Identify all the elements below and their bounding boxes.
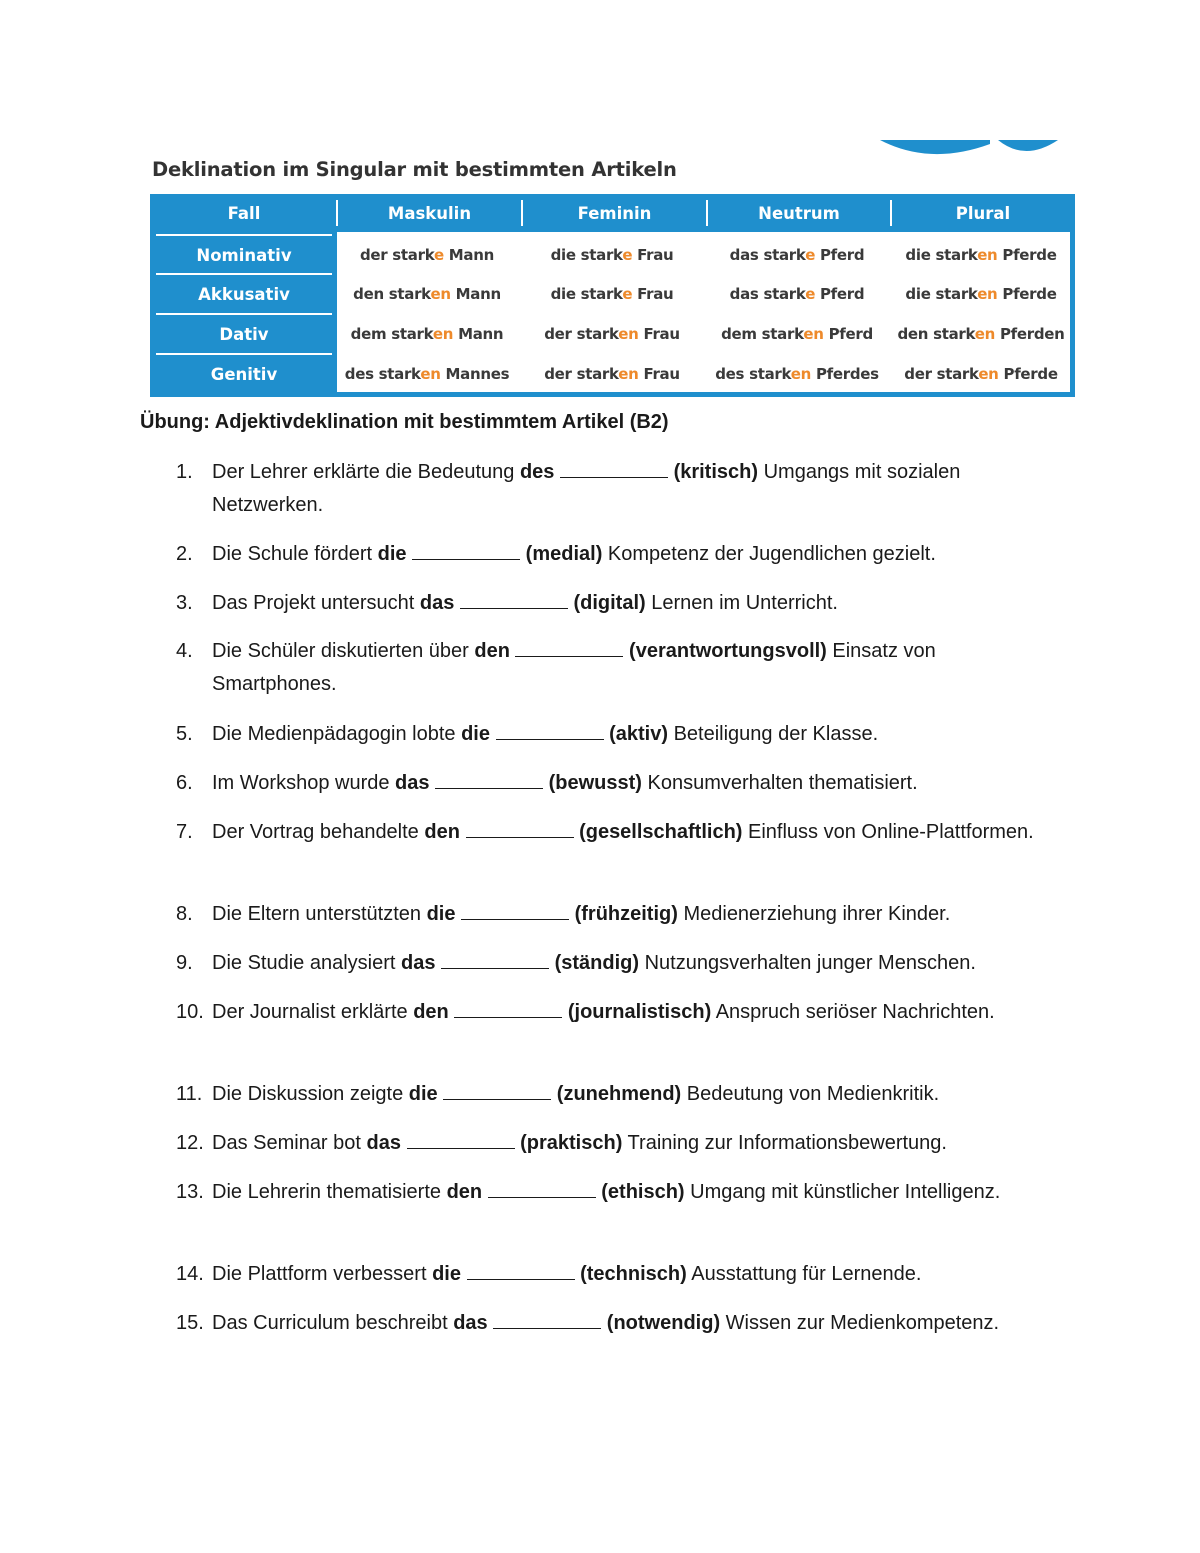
cell-noun: Pferde (997, 246, 1057, 264)
cell-stem: die stark (550, 246, 623, 264)
declension-cell (335, 314, 519, 354)
declension-cell (889, 354, 1073, 394)
answer-blank[interactable] (496, 719, 604, 740)
cell-noun: Pferd (815, 246, 865, 264)
adjective-ending: en (977, 285, 998, 303)
cell-noun: Mannes (440, 365, 510, 383)
item-number: 6. (176, 772, 193, 794)
sentence-end: Anspruch seriöser Nachrichten. (711, 1001, 995, 1023)
adjective-hint: (gesellschaftlich) (579, 821, 743, 843)
adjective-hint: (ethisch) (601, 1181, 685, 1203)
cell-stem: dem stark (350, 325, 433, 343)
answer-blank[interactable] (466, 817, 574, 838)
cell-stem: der stark (904, 365, 979, 383)
item-text (212, 898, 1052, 931)
adjective-hint: (verantwortungsvoll) (629, 640, 827, 662)
adjective-ending: en (977, 246, 998, 264)
column-header-4: Plural (955, 204, 1011, 223)
item-text (212, 1258, 1052, 1291)
cell-stem: der stark (359, 246, 434, 264)
item-text (212, 635, 1200, 701)
item-text (212, 1127, 1052, 1160)
header-separator (706, 200, 708, 226)
adjective-ending: e (622, 285, 633, 303)
adjective-hint: (bewusst) (548, 772, 642, 794)
declension-cell (520, 354, 704, 394)
given-article: das (419, 592, 455, 614)
cell-noun: Mann (453, 325, 504, 343)
declension-cell (335, 235, 519, 275)
item-text (212, 816, 1200, 849)
column-header-1: Maskulin (387, 204, 472, 223)
sentence-end: Lernen im Unterricht. (645, 592, 838, 614)
cell-stem: das stark (729, 246, 806, 264)
adjective-ending: e (622, 246, 633, 264)
answer-blank[interactable] (467, 1259, 575, 1280)
cell-stem: das stark (729, 285, 806, 303)
declension-table (150, 194, 1075, 397)
given-article: des (519, 461, 555, 483)
given-article: den (474, 640, 510, 662)
cell-stem: die stark (905, 285, 978, 303)
item-text (212, 718, 1052, 751)
sentence-end: Nutzungsverhalten junger Menschen. (639, 952, 976, 974)
given-article: die (426, 903, 456, 925)
sentence-start: Die Studie analysiert (212, 952, 401, 974)
answer-blank[interactable] (412, 539, 520, 560)
adjective-ending: en (432, 325, 454, 343)
item-number: 7. (176, 821, 193, 843)
column-header-3: Neutrum (758, 204, 840, 223)
sentence-start: Die Medienpädagogin lobte (212, 723, 462, 745)
item-number: 2. (176, 543, 193, 565)
case-separator (156, 353, 332, 355)
given-article: die (377, 543, 407, 565)
header-separator (336, 200, 338, 226)
answer-blank[interactable] (407, 1128, 515, 1149)
item-number: 4. (176, 640, 193, 662)
sentence-end: Kompetenz der Jugendlichen gezielt. (602, 543, 936, 565)
case-separator (156, 234, 332, 236)
item-text (212, 767, 1052, 800)
sentence-start: Die Diskussion zeigte (212, 1083, 409, 1105)
header-separator (521, 200, 523, 226)
answer-blank[interactable] (488, 1177, 596, 1198)
sentence-start: Im Workshop wurde (212, 772, 396, 794)
given-article: die (461, 723, 490, 745)
cell-noun: Frau (632, 246, 674, 264)
answer-blank[interactable] (560, 457, 668, 478)
given-article: das (400, 952, 436, 974)
declension-cell (335, 354, 519, 394)
cell-noun: Pferdes (811, 365, 879, 383)
item-text (212, 1176, 1200, 1209)
adjective-ending: en (618, 365, 639, 383)
declension-cell (705, 274, 889, 314)
answer-blank[interactable] (435, 768, 543, 789)
given-article: das (395, 772, 430, 794)
case-label-akkusativ: Akkusativ (198, 285, 290, 304)
sentence-end: Einsatz von Smartphones. (212, 640, 936, 695)
cell-stem: des stark (715, 365, 791, 383)
answer-blank[interactable] (441, 948, 549, 969)
adjective-hint: (notwendig) (606, 1312, 721, 1334)
adjective-ending: en (430, 285, 451, 303)
sentence-start: Der Lehrer erklärte die Bedeutung (212, 461, 520, 483)
answer-blank[interactable] (460, 588, 568, 609)
sentence-start: Das Seminar bot (212, 1132, 367, 1154)
sentence-end: Einfluss von Online-Plattformen. (742, 821, 1034, 843)
cell-noun: Pferden (995, 325, 1065, 343)
answer-blank[interactable] (515, 636, 623, 657)
adjective-ending: en (790, 365, 812, 383)
case-separator (156, 273, 332, 275)
given-article: die (408, 1083, 438, 1105)
adjective-ending: en (974, 325, 996, 343)
sentence-end: Medienerziehung ihrer Kinder. (677, 903, 951, 925)
item-text (212, 587, 1052, 620)
given-article: das (453, 1312, 488, 1334)
declension-cell (520, 314, 704, 354)
cell-noun: Frau (638, 365, 680, 383)
item-number: 10. (176, 1001, 204, 1023)
column-header-2: Feminin (577, 204, 652, 223)
sentence-end: Bedeutung von Medienkritik. (681, 1083, 940, 1105)
adjective-ending: en (803, 325, 824, 343)
cell-noun: Frau (632, 285, 674, 303)
sentence-start: Das Projekt untersucht (212, 592, 420, 614)
given-article: den (413, 1001, 449, 1023)
item-number: 11. (176, 1083, 203, 1105)
cell-noun: Frau (638, 325, 680, 343)
item-number: 1. (176, 461, 193, 483)
adjective-hint: (kritisch) (673, 461, 759, 483)
adjective-hint: (medial) (525, 543, 603, 565)
adjective-hint: (technisch) (580, 1263, 687, 1285)
given-article: den (424, 821, 460, 843)
case-label-genitiv: Genitiv (210, 365, 278, 384)
adjective-ending: en (420, 365, 441, 383)
sentence-end: Konsumverhalten thematisiert. (641, 772, 918, 794)
sentence-start: Der Vortrag behandelte (212, 821, 425, 843)
item-number: 8. (176, 903, 193, 925)
header-separator (890, 200, 892, 226)
cell-stem: den stark (897, 325, 975, 343)
declension-cell (889, 274, 1073, 314)
sentence-end: Umgangs mit sozialen Netzwerken. (212, 461, 961, 516)
item-text (212, 996, 1200, 1029)
cell-stem: dem stark (721, 325, 804, 343)
sentence-end: Wissen zur Medienkompetenz. (720, 1312, 1000, 1334)
adjective-ending: en (978, 365, 999, 383)
adjective-hint: (digital) (573, 592, 646, 614)
sentence-start: Der Journalist erklärte (212, 1001, 414, 1023)
cell-noun: Mann (450, 285, 501, 303)
adjective-hint: (journalistisch) (567, 1001, 712, 1023)
item-text (212, 538, 1052, 571)
case-separator (156, 313, 332, 315)
decorative-wave-shape (860, 140, 1070, 158)
column-header-0: Fall (227, 204, 261, 223)
exercise-title: Übung: Adjektivdeklination mit bestimmtem Artikel (B2) (140, 411, 669, 433)
item-number: 15. (176, 1312, 204, 1334)
item-text (212, 456, 1200, 522)
answer-blank[interactable] (461, 899, 569, 920)
sentence-end: Ausstattung für Lernende. (686, 1263, 922, 1285)
case-label-dativ: Dativ (219, 325, 269, 344)
given-article: den (446, 1181, 483, 1203)
declension-cell (520, 274, 704, 314)
cell-noun: Mann (443, 246, 495, 264)
item-number: 5. (176, 723, 193, 745)
cell-noun: Pferd (815, 285, 865, 303)
item-number: 9. (176, 952, 193, 974)
item-number: 3. (176, 592, 193, 614)
case-label-nominativ: Nominativ (196, 246, 292, 265)
sentence-start: Die Schüler diskutierten über (212, 640, 475, 662)
adjective-hint: (frühzeitig) (574, 903, 678, 925)
cell-noun: Pferd (823, 325, 873, 343)
item-text (212, 1307, 1200, 1340)
cell-stem: der stark (544, 325, 619, 343)
declension-cell (705, 314, 889, 354)
declension-cell (520, 235, 704, 275)
adjective-hint: (aktiv) (609, 723, 669, 745)
sentence-end: Training zur Informationsbewertung. (622, 1132, 947, 1154)
cell-stem: die stark (550, 285, 623, 303)
item-number: 13. (176, 1181, 204, 1203)
cell-stem: der stark (544, 365, 619, 383)
sentence-end: Umgang mit künstlicher Intelligenz. (684, 1181, 1001, 1203)
adjective-ending: e (805, 246, 816, 264)
declension-cell (889, 235, 1073, 275)
adjective-ending: en (618, 325, 639, 343)
cell-stem: die stark (905, 246, 978, 264)
adjective-hint: (ständig) (554, 952, 640, 974)
cell-stem: des stark (344, 365, 421, 383)
declension-cell (705, 235, 889, 275)
item-number: 12. (176, 1132, 204, 1154)
cell-noun: Pferde (998, 365, 1058, 383)
adjective-hint: (praktisch) (520, 1132, 623, 1154)
item-text (212, 947, 1052, 980)
answer-blank[interactable] (454, 997, 562, 1018)
sentence-start: Die Lehrerin thematisierte (212, 1181, 447, 1203)
adjective-ending: e (434, 246, 444, 264)
declension-cell (705, 354, 889, 394)
sentence-start: Die Plattform verbessert (212, 1263, 433, 1285)
answer-blank[interactable] (443, 1079, 551, 1100)
sentence-start: Das Curriculum beschreibt (212, 1312, 454, 1334)
answer-blank[interactable] (493, 1308, 601, 1329)
item-number: 14. (176, 1263, 204, 1285)
given-article: das (366, 1132, 401, 1154)
item-text (212, 1078, 1052, 1111)
sentence-start: Die Eltern unterstützten (212, 903, 427, 925)
sentence-start: Die Schule fördert (212, 543, 378, 565)
adjective-hint: (zunehmend) (556, 1083, 682, 1105)
cell-stem: den stark (353, 285, 431, 303)
table-title: Deklination im Singular mit bestimmten Artikeln (152, 158, 677, 181)
given-article: die (432, 1263, 461, 1285)
declension-cell (335, 274, 519, 314)
sentence-end: Beteiligung der Klasse. (668, 723, 879, 745)
adjective-ending: e (805, 285, 816, 303)
declension-cell (889, 314, 1073, 354)
cell-noun: Pferde (997, 285, 1057, 303)
